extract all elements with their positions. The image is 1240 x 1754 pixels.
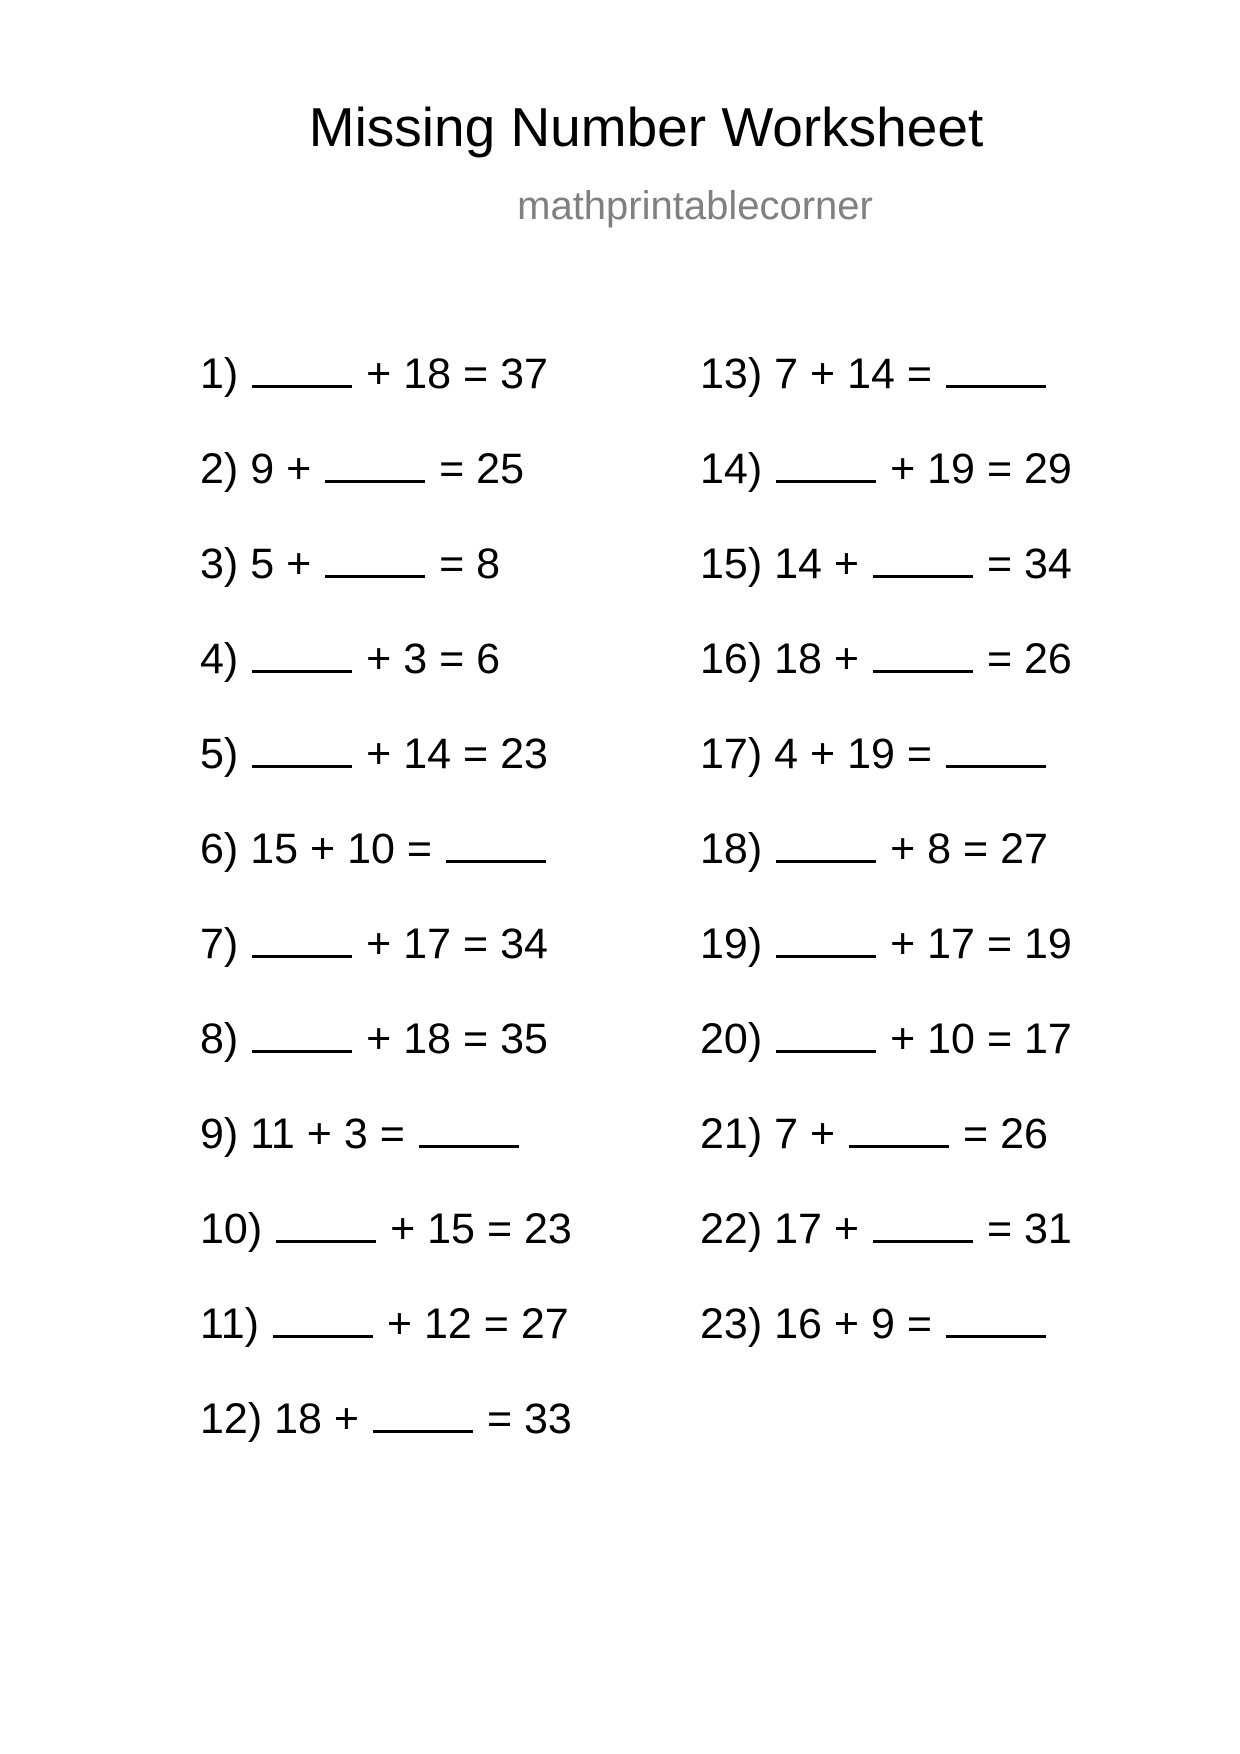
operand-b: 18 bbox=[403, 1015, 452, 1063]
plus-operator: + bbox=[809, 350, 836, 398]
problem-number: 21) bbox=[700, 1110, 763, 1158]
problem-number: 15) bbox=[700, 540, 763, 588]
result: 34 bbox=[500, 920, 548, 968]
equals-sign: = bbox=[986, 1205, 1013, 1253]
problem-item bbox=[700, 1013, 1072, 1108]
problem-item bbox=[700, 443, 1072, 538]
answer-blank[interactable] bbox=[873, 541, 973, 578]
problem-number: 17) bbox=[700, 730, 763, 778]
plus-operator: + bbox=[309, 825, 336, 873]
plus-operator: + bbox=[809, 730, 836, 778]
plus-operator: + bbox=[366, 635, 392, 683]
problem-number: 19) bbox=[700, 920, 763, 968]
problem-item bbox=[700, 1108, 1072, 1203]
answer-blank[interactable] bbox=[776, 1016, 876, 1053]
answer-blank[interactable] bbox=[325, 541, 425, 578]
answer-blank[interactable] bbox=[252, 636, 352, 673]
problem-number: 18) bbox=[700, 825, 763, 873]
operand-b: 17 bbox=[403, 920, 452, 968]
problem-number: 11) bbox=[200, 1300, 259, 1348]
plus-operator: + bbox=[366, 1015, 392, 1063]
problem-item bbox=[200, 443, 572, 538]
equals-sign: = bbox=[439, 540, 465, 588]
result: 6 bbox=[476, 635, 501, 683]
problem-number: 23) bbox=[700, 1300, 763, 1348]
answer-blank[interactable] bbox=[776, 446, 876, 483]
result: 31 bbox=[1024, 1205, 1072, 1253]
problem-item bbox=[200, 1013, 572, 1108]
equals-sign: = bbox=[906, 350, 932, 398]
result: 29 bbox=[1024, 445, 1072, 493]
operand-b: 8 bbox=[927, 825, 952, 873]
equals-sign: = bbox=[463, 1015, 489, 1063]
operand-a: 14 bbox=[774, 540, 822, 588]
equals-sign: = bbox=[986, 920, 1013, 968]
plus-operator: + bbox=[386, 1300, 412, 1348]
equals-sign: = bbox=[986, 540, 1013, 588]
operand-a: 9 bbox=[250, 445, 275, 493]
operand-b: 9 bbox=[870, 1300, 895, 1348]
operand-b: 10 bbox=[927, 1015, 975, 1063]
plus-operator: + bbox=[286, 540, 312, 588]
operand-b: 12 bbox=[423, 1300, 472, 1348]
result: 17 bbox=[1024, 1015, 1072, 1063]
answer-blank[interactable] bbox=[946, 1301, 1046, 1338]
answer-blank[interactable] bbox=[252, 731, 352, 768]
problem-item bbox=[700, 918, 1072, 1013]
operand-b: 14 bbox=[403, 730, 452, 778]
problem-number: 6) bbox=[200, 825, 239, 873]
plus-operator: + bbox=[809, 1110, 836, 1158]
plus-operator: + bbox=[890, 920, 916, 968]
equals-sign: = bbox=[483, 1300, 509, 1348]
answer-blank[interactable] bbox=[946, 351, 1046, 388]
operand-b: 19 bbox=[847, 730, 895, 778]
operand-a: 16 bbox=[774, 1300, 822, 1348]
problem-item bbox=[700, 823, 1072, 918]
problem-number: 8) bbox=[200, 1015, 239, 1063]
plus-operator: + bbox=[833, 635, 860, 683]
problem-number: 16) bbox=[700, 635, 763, 683]
operand-a: 15 bbox=[250, 825, 299, 873]
problem-item bbox=[200, 1393, 572, 1488]
answer-blank[interactable] bbox=[946, 731, 1046, 768]
plus-operator: + bbox=[286, 445, 312, 493]
problem-number: 12) bbox=[200, 1395, 263, 1443]
problem-item bbox=[700, 1298, 1072, 1393]
operand-a: 4 bbox=[774, 730, 799, 778]
problem-number: 3) bbox=[200, 540, 239, 588]
operand-b: 10 bbox=[347, 825, 395, 873]
equals-sign: = bbox=[463, 730, 489, 778]
answer-blank[interactable] bbox=[252, 1016, 352, 1053]
equals-sign: = bbox=[906, 730, 932, 778]
answer-blank[interactable] bbox=[776, 921, 876, 958]
problem-number: 7) bbox=[200, 920, 239, 968]
plus-operator: + bbox=[890, 1015, 916, 1063]
problem-number: 13) bbox=[700, 350, 763, 398]
equals-sign: = bbox=[439, 445, 465, 493]
equals-sign: = bbox=[486, 1395, 513, 1443]
answer-blank[interactable] bbox=[849, 1111, 949, 1148]
operand-b: 17 bbox=[927, 920, 975, 968]
answer-blank[interactable] bbox=[373, 1396, 473, 1433]
problem-item bbox=[200, 538, 572, 633]
equals-sign: = bbox=[406, 825, 432, 873]
plus-operator: + bbox=[890, 445, 916, 493]
result: 35 bbox=[500, 1015, 548, 1063]
equals-sign: = bbox=[986, 445, 1013, 493]
equals-sign: = bbox=[986, 1015, 1013, 1063]
result: 27 bbox=[1000, 825, 1048, 873]
problem-number: 10) bbox=[200, 1205, 263, 1253]
operand-a: 11 bbox=[250, 1110, 295, 1158]
problem-item bbox=[200, 348, 572, 443]
result: 25 bbox=[476, 445, 525, 493]
plus-operator: + bbox=[890, 825, 916, 873]
problem-item bbox=[200, 1108, 572, 1203]
operand-b: 18 bbox=[403, 350, 452, 398]
problems-column-left bbox=[200, 348, 572, 1488]
worksheet-title: Missing Number Worksheet bbox=[308, 96, 984, 158]
problem-item bbox=[200, 633, 572, 728]
problem-number: 14) bbox=[700, 445, 763, 493]
result: 19 bbox=[1024, 920, 1072, 968]
plus-operator: + bbox=[366, 920, 392, 968]
operand-a: 7 bbox=[774, 350, 799, 398]
operand-a: 7 bbox=[774, 1110, 799, 1158]
result: 27 bbox=[520, 1300, 569, 1348]
problem-item bbox=[200, 1298, 572, 1393]
problems-column-right bbox=[700, 348, 1072, 1393]
problem-number: 22) bbox=[700, 1205, 763, 1253]
problem-number: 9) bbox=[200, 1110, 239, 1158]
result: 37 bbox=[500, 350, 548, 398]
result: 33 bbox=[524, 1395, 572, 1443]
result: 26 bbox=[1024, 635, 1072, 683]
plus-operator: + bbox=[833, 1300, 860, 1348]
plus-operator: + bbox=[833, 540, 860, 588]
result: 34 bbox=[1024, 540, 1072, 588]
equals-sign: = bbox=[463, 920, 489, 968]
equals-sign: = bbox=[963, 825, 989, 873]
result: 23 bbox=[500, 730, 548, 778]
problem-item bbox=[700, 728, 1072, 823]
problem-item bbox=[200, 1203, 572, 1298]
plus-operator: + bbox=[833, 1205, 860, 1253]
result: 8 bbox=[476, 540, 501, 588]
answer-blank[interactable] bbox=[325, 446, 425, 483]
equals-sign: = bbox=[379, 1110, 405, 1158]
operand-a: 18 bbox=[774, 635, 822, 683]
answer-blank[interactable] bbox=[873, 1206, 973, 1243]
problem-item bbox=[200, 728, 572, 823]
plus-operator: + bbox=[366, 350, 392, 398]
answer-blank[interactable] bbox=[446, 826, 546, 863]
equals-sign: = bbox=[439, 635, 465, 683]
operand-b: 3 bbox=[403, 635, 428, 683]
operand-a: 5 bbox=[250, 540, 275, 588]
answer-blank[interactable] bbox=[273, 1301, 373, 1338]
equals-sign: = bbox=[463, 350, 489, 398]
answer-blank[interactable] bbox=[419, 1111, 519, 1148]
problem-item bbox=[700, 633, 1072, 728]
plus-operator: + bbox=[390, 1205, 416, 1253]
plus-operator: + bbox=[333, 1395, 360, 1443]
answer-blank[interactable] bbox=[276, 1206, 376, 1243]
equals-sign: = bbox=[986, 635, 1013, 683]
answer-blank[interactable] bbox=[252, 921, 352, 958]
answer-blank[interactable] bbox=[776, 826, 876, 863]
plus-operator: + bbox=[306, 1110, 332, 1158]
problem-number: 5) bbox=[200, 730, 239, 778]
operand-b: 19 bbox=[927, 445, 975, 493]
problem-item bbox=[700, 348, 1072, 443]
problem-number: 20) bbox=[700, 1015, 763, 1063]
plus-operator: + bbox=[366, 730, 392, 778]
problem-number: 1) bbox=[200, 350, 239, 398]
answer-blank[interactable] bbox=[873, 636, 973, 673]
equals-sign: = bbox=[486, 1205, 513, 1253]
worksheet-subtitle: mathprintablecorner bbox=[517, 184, 873, 228]
operand-b: 15 bbox=[427, 1205, 475, 1253]
answer-blank[interactable] bbox=[252, 351, 352, 388]
problem-item bbox=[700, 538, 1072, 633]
problem-number: 4) bbox=[200, 635, 239, 683]
equals-sign: = bbox=[963, 1110, 989, 1158]
equals-sign: = bbox=[906, 1300, 932, 1348]
problem-item bbox=[700, 1203, 1072, 1298]
operand-a: 17 bbox=[774, 1205, 822, 1253]
problem-number: 2) bbox=[200, 445, 239, 493]
problem-item bbox=[200, 918, 572, 1013]
operand-a: 18 bbox=[274, 1395, 322, 1443]
result: 23 bbox=[524, 1205, 572, 1253]
operand-b: 3 bbox=[343, 1110, 368, 1158]
operand-b: 14 bbox=[847, 350, 895, 398]
problem-item bbox=[200, 823, 572, 918]
result: 26 bbox=[1000, 1110, 1048, 1158]
